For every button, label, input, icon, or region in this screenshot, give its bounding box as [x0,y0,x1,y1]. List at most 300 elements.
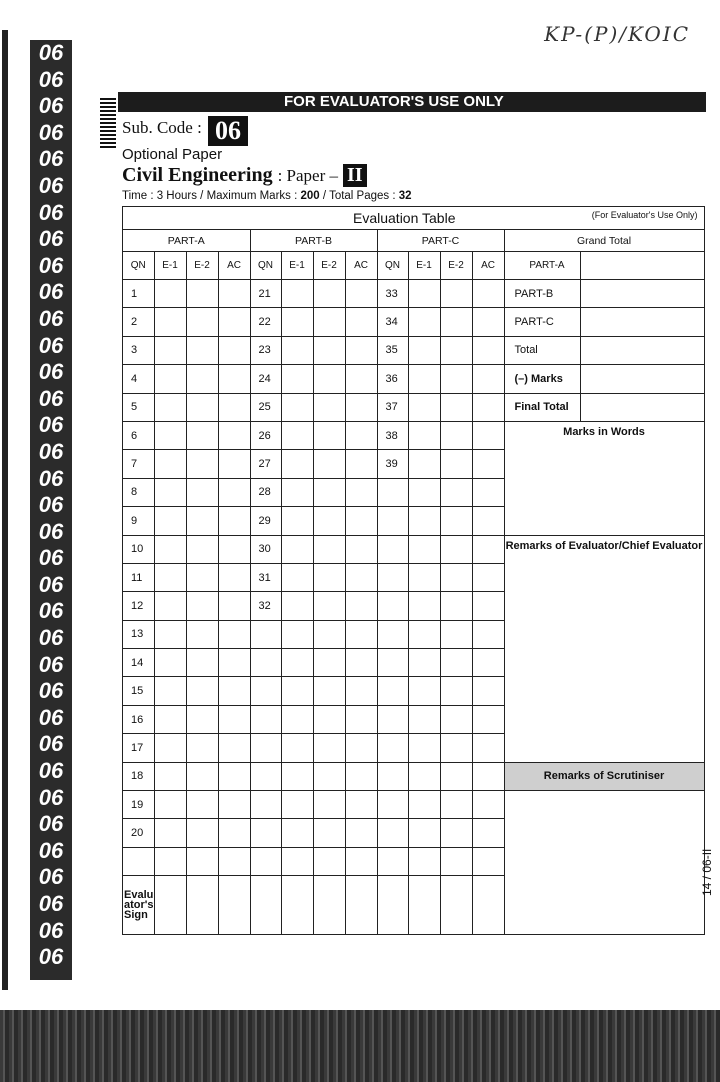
ac-mark-cell[interactable] [472,535,504,563]
banner-text: FOR EVALUATOR'S USE ONLY [284,93,504,110]
e2-mark-cell[interactable] [440,478,472,506]
question-number: 27 [250,450,281,478]
e1-mark-cell[interactable] [154,421,186,449]
e1-mark-cell[interactable] [281,734,313,762]
e2-mark-cell[interactable] [313,421,345,449]
ac-mark-cell[interactable] [472,819,504,847]
e1-mark-cell[interactable] [408,791,440,819]
e1-mark-cell[interactable] [408,308,440,336]
e1-mark-cell[interactable] [408,280,440,308]
e1-mark-cell[interactable] [154,847,186,875]
grand-row-value[interactable] [580,308,704,336]
sign-cell[interactable] [440,876,472,935]
e1-mark-cell[interactable] [154,563,186,591]
sign-cell[interactable] [377,876,408,935]
e2-mark-cell[interactable] [186,847,218,875]
e1-mark-cell[interactable] [154,393,186,421]
question-number: 31 [250,563,281,591]
barcode-icon [100,98,116,150]
side-code: 06 [38,571,64,597]
ac-mark-cell[interactable] [472,791,504,819]
question-number-empty [377,705,408,733]
e2-mark-cell[interactable] [186,421,218,449]
e2-mark-cell[interactable] [440,308,472,336]
side-code: 06 [38,252,64,278]
e2-mark-cell[interactable] [313,478,345,506]
e2-mark-cell[interactable] [313,620,345,648]
question-number: 17 [123,734,155,762]
side-code: 06 [38,40,64,65]
side-code: 06 [38,438,64,464]
question-number-empty [377,592,408,620]
e2-mark-cell[interactable] [440,649,472,677]
ac-mark-cell[interactable] [472,308,504,336]
max-marks: 200 [300,190,320,202]
question-number: 7 [123,450,155,478]
e1-mark-cell[interactable] [154,819,186,847]
part-c-header: PART-C [377,230,504,252]
e1-mark-cell[interactable] [154,762,186,790]
ac-mark-cell[interactable] [472,393,504,421]
paper-label: : Paper – [277,166,339,185]
e1-mark-cell[interactable] [154,308,186,336]
column-header: E-2 [186,252,218,280]
e1-mark-cell[interactable] [154,734,186,762]
question-number-empty [250,819,281,847]
e2-mark-cell[interactable] [313,677,345,705]
ac-mark-cell[interactable] [472,762,504,790]
column-header: QN [250,252,281,280]
e2-mark-cell[interactable] [313,734,345,762]
e2-mark-cell[interactable] [313,592,345,620]
e2-mark-cell[interactable] [440,563,472,591]
e2-mark-cell[interactable] [186,535,218,563]
ac-mark-cell[interactable] [218,791,250,819]
question-number: 29 [250,507,281,535]
e2-mark-cell[interactable] [313,308,345,336]
e1-mark-cell[interactable] [281,592,313,620]
question-number: 35 [377,336,408,364]
side-code: 06 [38,412,64,438]
e1-mark-cell[interactable] [408,365,440,393]
e2-mark-cell[interactable] [313,365,345,393]
ac-mark-cell[interactable] [218,592,250,620]
e1-mark-cell[interactable] [154,336,186,364]
grand-row-label: Total [504,336,580,364]
question-number-empty [377,734,408,762]
e1-mark-cell[interactable] [281,791,313,819]
ac-mark-cell[interactable] [345,649,377,677]
sign-cell[interactable] [313,876,345,935]
question-number: 34 [377,308,408,336]
evaluator-banner [118,92,706,112]
e2-mark-cell[interactable] [186,393,218,421]
ac-mark-cell[interactable] [345,535,377,563]
side-code-strip [30,40,72,980]
e1-mark-cell[interactable] [281,393,313,421]
question-number-empty [250,762,281,790]
ac-mark-cell[interactable] [345,365,377,393]
e1-mark-cell[interactable] [408,620,440,648]
ac-mark-cell[interactable] [472,421,504,449]
ac-mark-cell[interactable] [345,478,377,506]
side-code: 06 [38,172,64,198]
column-header: QN [377,252,408,280]
e2-mark-cell[interactable] [186,734,218,762]
question-number-empty [123,847,155,875]
ac-mark-cell[interactable] [218,365,250,393]
e1-mark-cell[interactable] [408,649,440,677]
ac-mark-cell[interactable] [472,677,504,705]
side-code: 06 [38,625,64,651]
e2-mark-cell[interactable] [440,847,472,875]
ac-mark-cell[interactable] [218,819,250,847]
question-number: 4 [123,365,155,393]
question-number: 1 [123,280,155,308]
ac-mark-cell[interactable] [472,478,504,506]
ac-mark-cell[interactable] [218,762,250,790]
e1-mark-cell[interactable] [154,592,186,620]
ac-mark-cell[interactable] [218,393,250,421]
e2-mark-cell[interactable] [313,450,345,478]
ac-mark-cell[interactable] [345,620,377,648]
ac-mark-cell[interactable] [472,507,504,535]
ac-mark-cell[interactable] [218,734,250,762]
evaluation-table [122,206,705,935]
e2-mark-cell[interactable] [440,819,472,847]
e1-mark-cell[interactable] [154,365,186,393]
e1-mark-cell[interactable] [154,677,186,705]
e1-mark-cell[interactable] [281,677,313,705]
ac-mark-cell[interactable] [218,308,250,336]
e1-mark-cell[interactable] [408,734,440,762]
e2-mark-cell[interactable] [313,649,345,677]
ac-mark-cell[interactable] [472,563,504,591]
ac-mark-cell[interactable] [218,847,250,875]
ac-mark-cell[interactable] [218,535,250,563]
e1-mark-cell[interactable] [408,478,440,506]
e1-mark-cell[interactable] [281,620,313,648]
side-code: 06 [38,837,64,863]
e2-mark-cell[interactable] [440,734,472,762]
ac-mark-cell[interactable] [345,308,377,336]
ac-mark-cell[interactable] [218,620,250,648]
e2-mark-cell[interactable] [440,393,472,421]
subject-name: Civil Engineering [122,164,273,186]
e2-mark-cell[interactable] [313,336,345,364]
e1-mark-cell[interactable] [408,592,440,620]
question-number: 22 [250,308,281,336]
grand-row-label: PART-C [504,308,580,336]
question-number: 19 [123,791,155,819]
e1-mark-cell[interactable] [154,791,186,819]
ac-mark-cell[interactable] [345,705,377,733]
ac-mark-cell[interactable] [345,336,377,364]
e1-mark-cell[interactable] [408,563,440,591]
side-code: 06 [38,385,64,411]
ac-mark-cell[interactable] [345,280,377,308]
grand-row-value[interactable] [580,252,704,280]
e1-mark-cell[interactable] [154,507,186,535]
ac-mark-cell[interactable] [218,563,250,591]
e2-mark-cell[interactable] [440,791,472,819]
exam-info [122,190,412,202]
e2-mark-cell[interactable] [186,280,218,308]
e2-mark-cell[interactable] [313,393,345,421]
question-number-empty [250,734,281,762]
ac-mark-cell[interactable] [472,592,504,620]
scrutiniser-remarks-box[interactable] [504,791,704,935]
e1-mark-cell[interactable] [281,365,313,393]
evaluator-use-note: (For Evaluator's Use Only) [591,210,698,220]
question-number-empty [377,620,408,648]
question-number-empty [377,478,408,506]
ac-mark-cell[interactable] [472,365,504,393]
side-code: 06 [38,784,64,810]
e1-mark-cell[interactable] [408,847,440,875]
e2-mark-cell[interactable] [186,450,218,478]
e2-mark-cell[interactable] [186,592,218,620]
e2-mark-cell[interactable] [313,705,345,733]
question-number: 18 [123,762,155,790]
e2-mark-cell[interactable] [440,507,472,535]
ac-mark-cell[interactable] [345,507,377,535]
e2-mark-cell[interactable] [440,620,472,648]
ac-mark-cell[interactable] [218,705,250,733]
e2-mark-cell[interactable] [440,365,472,393]
ac-mark-cell[interactable] [472,336,504,364]
ac-mark-cell[interactable] [345,592,377,620]
e1-mark-cell[interactable] [281,308,313,336]
side-code: 06 [38,226,64,252]
ac-mark-cell[interactable] [218,421,250,449]
sign-cell[interactable] [281,876,313,935]
ac-mark-cell[interactable] [472,620,504,648]
e1-mark-cell[interactable] [281,478,313,506]
ac-mark-cell[interactable] [218,336,250,364]
question-number: 30 [250,535,281,563]
ac-mark-cell[interactable] [345,677,377,705]
e2-mark-cell[interactable] [440,336,472,364]
question-number: 10 [123,535,155,563]
question-number: 3 [123,336,155,364]
ac-mark-cell[interactable] [218,649,250,677]
ac-mark-cell[interactable] [218,507,250,535]
e2-mark-cell[interactable] [313,535,345,563]
sign-cell[interactable] [186,876,218,935]
question-number-empty [250,620,281,648]
e2-mark-cell[interactable] [186,762,218,790]
e2-mark-cell[interactable] [186,620,218,648]
question-number: 24 [250,365,281,393]
e2-mark-cell[interactable] [313,791,345,819]
e1-mark-cell[interactable] [154,450,186,478]
question-number: 9 [123,507,155,535]
e1-mark-cell[interactable] [408,762,440,790]
e1-mark-cell[interactable] [408,507,440,535]
e1-mark-cell[interactable] [408,336,440,364]
side-code: 06 [38,704,64,730]
e1-mark-cell[interactable] [154,280,186,308]
grand-row-value[interactable] [580,336,704,364]
question-number: 38 [377,421,408,449]
side-code: 06 [38,93,64,119]
sign-cell[interactable] [408,876,440,935]
ac-mark-cell[interactable] [218,677,250,705]
e1-mark-cell[interactable] [408,393,440,421]
e2-mark-cell[interactable] [186,478,218,506]
column-header: AC [345,252,377,280]
e1-mark-cell[interactable] [281,535,313,563]
side-code: 06 [38,598,64,624]
e2-mark-cell[interactable] [440,421,472,449]
e2-mark-cell[interactable] [440,280,472,308]
e2-mark-cell[interactable] [313,847,345,875]
e2-mark-cell[interactable] [186,819,218,847]
question-number: 32 [250,592,281,620]
e1-mark-cell[interactable] [281,280,313,308]
question-number: 28 [250,478,281,506]
sign-cell[interactable] [345,876,377,935]
e2-mark-cell[interactable] [440,450,472,478]
e2-mark-cell[interactable] [186,677,218,705]
side-code: 06 [38,279,64,305]
e1-mark-cell[interactable] [281,450,313,478]
e2-mark-cell[interactable] [186,336,218,364]
sign-cell[interactable] [472,876,504,935]
e1-mark-cell[interactable] [408,677,440,705]
sign-cell[interactable] [154,876,186,935]
question-number: 21 [250,280,281,308]
ac-mark-cell[interactable] [472,847,504,875]
column-header: E-1 [154,252,186,280]
grand-row-value[interactable] [580,365,704,393]
e1-mark-cell[interactable] [281,649,313,677]
side-code: 06 [38,332,64,358]
question-number-empty [250,705,281,733]
question-number: 20 [123,819,155,847]
e2-mark-cell[interactable] [313,280,345,308]
column-header: E-1 [408,252,440,280]
e1-mark-cell[interactable] [281,336,313,364]
e1-mark-cell[interactable] [281,507,313,535]
question-number: 2 [123,308,155,336]
ac-mark-cell[interactable] [472,450,504,478]
ac-mark-cell[interactable] [218,280,250,308]
e1-mark-cell[interactable] [281,819,313,847]
ac-mark-cell[interactable] [345,393,377,421]
e1-mark-cell[interactable] [408,705,440,733]
ac-mark-cell[interactable] [345,421,377,449]
sign-cell[interactable] [218,876,250,935]
ac-mark-cell[interactable] [345,762,377,790]
scan-footer-band [0,1010,720,1082]
e2-mark-cell[interactable] [313,762,345,790]
side-code: 06 [38,545,64,571]
e2-mark-cell[interactable] [440,705,472,733]
grand-row-value[interactable] [580,393,704,421]
e1-mark-cell[interactable] [408,819,440,847]
e2-mark-cell[interactable] [440,677,472,705]
ac-mark-cell[interactable] [345,791,377,819]
ac-mark-cell[interactable] [345,734,377,762]
ac-mark-cell[interactable] [345,819,377,847]
side-code: 06 [38,758,64,784]
question-number: 23 [250,336,281,364]
e2-mark-cell[interactable] [186,308,218,336]
e1-mark-cell[interactable] [281,847,313,875]
question-number: 16 [123,705,155,733]
ac-mark-cell[interactable] [345,450,377,478]
side-code: 06 [38,518,64,544]
e1-mark-cell[interactable] [408,421,440,449]
e1-mark-cell[interactable] [281,563,313,591]
side-code: 06 [38,917,64,943]
form-code: 14 / 06-II [700,848,714,896]
side-code: 06 [38,66,64,92]
sub-code-label: Sub. Code : [122,118,202,137]
e1-mark-cell[interactable] [154,620,186,648]
e1-mark-cell[interactable] [154,705,186,733]
e2-mark-cell[interactable] [186,791,218,819]
side-code: 06 [38,891,64,916]
side-code: 06 [38,119,64,145]
side-code: 06 [38,944,64,970]
e2-mark-cell[interactable] [186,649,218,677]
question-number: 25 [250,393,281,421]
sign-cell[interactable] [250,876,281,935]
e2-mark-cell[interactable] [440,535,472,563]
e2-mark-cell[interactable] [186,563,218,591]
ac-mark-cell[interactable] [345,563,377,591]
grand-row-label: PART-A [504,252,580,280]
question-number: 13 [123,620,155,648]
side-code: 06 [38,465,64,491]
question-number-empty [250,677,281,705]
column-header: QN [123,252,155,280]
ac-mark-cell[interactable] [472,734,504,762]
ac-mark-cell[interactable] [218,478,250,506]
ac-mark-cell[interactable] [472,649,504,677]
e2-mark-cell[interactable] [186,507,218,535]
ac-mark-cell[interactable] [218,450,250,478]
ac-mark-cell[interactable] [472,280,504,308]
e2-mark-cell[interactable] [313,563,345,591]
e1-mark-cell[interactable] [154,535,186,563]
e1-mark-cell[interactable] [154,649,186,677]
e1-mark-cell[interactable] [408,535,440,563]
e2-mark-cell[interactable] [186,365,218,393]
e2-mark-cell[interactable] [313,507,345,535]
grand-total-header: Grand Total [504,230,704,252]
e1-mark-cell[interactable] [408,450,440,478]
e1-mark-cell[interactable] [281,421,313,449]
question-number: 8 [123,478,155,506]
ac-mark-cell[interactable] [472,705,504,733]
e2-mark-cell[interactable] [186,705,218,733]
e1-mark-cell[interactable] [154,478,186,506]
e1-mark-cell[interactable] [281,705,313,733]
handwritten-note: KP-(P)/KOIC [544,22,690,46]
grand-row-label: Final Total [504,393,580,421]
e2-mark-cell[interactable] [440,762,472,790]
e2-mark-cell[interactable] [440,592,472,620]
ac-mark-cell[interactable] [345,847,377,875]
e1-mark-cell[interactable] [281,762,313,790]
side-code: 06 [38,146,64,172]
grand-row-value[interactable] [580,280,704,308]
e2-mark-cell[interactable] [313,819,345,847]
